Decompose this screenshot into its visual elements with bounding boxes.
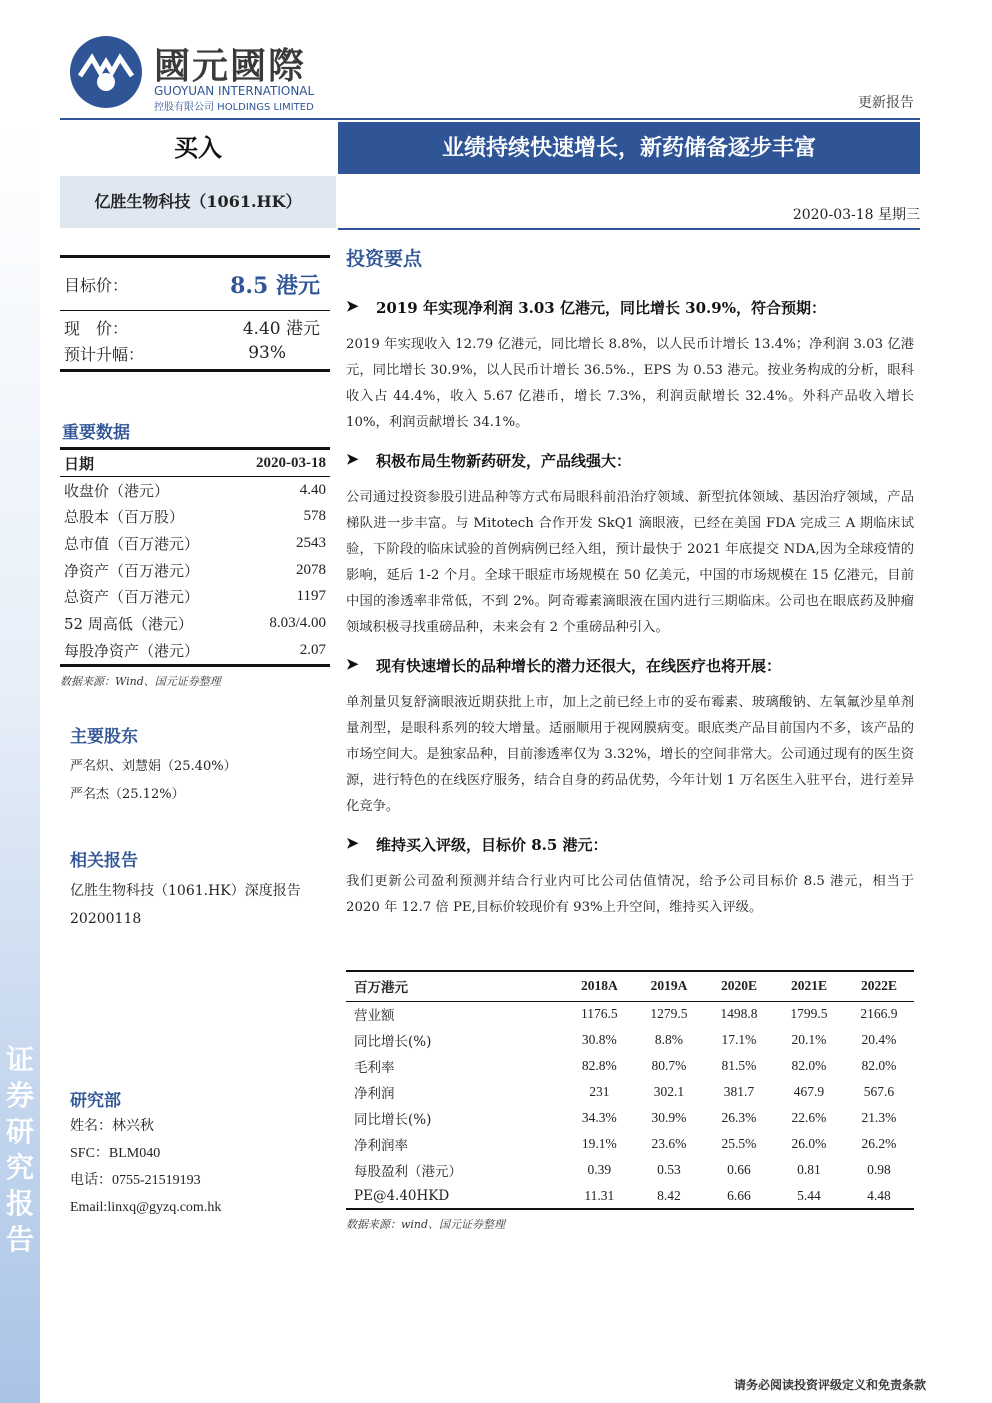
investment-highlights (346, 244, 914, 921)
table-row (346, 1105, 914, 1131)
table-header-cell: 2018A (565, 971, 634, 1001)
key-data-block (60, 418, 330, 689)
related-report-date: 20200118 (70, 911, 142, 927)
table-header-cell: 2022E (844, 971, 914, 1001)
report-headline: 业绩持续快速增长，新药储备逐步丰富 (338, 122, 920, 174)
table-cell: 4.48 (844, 1183, 914, 1209)
highlight-paragraph: 公司通过投资参股引进品种等方式布局眼科前沿治疗领域、新型抗体领域、基因治疗领域，产品梯队进一步丰富。与 Mitotech 合作开发 SkQ1 滴眼液，已经在美国 FDA 完成三 A 期临床试验，下阶段的临床试验的首例病例已经入组，预计最快于 2021 年底提交 NDA,因为全球疫情的影响，延后 1-2 个月。全球干眼症市场规模在 50 亿美元，中国的市场规模在 15 亿港元，目前中国的渗透率非常低，不到 2%。阿奇霉素滴眼液在国内进行三期临床。公司也在眼底药及肿瘤领域积极寻找重磅品种，未来会有 2 个重磅品种引入。 (346, 490, 914, 635)
table-row (60, 637, 330, 664)
table-cell: 22.6% (791, 1110, 827, 1125)
table-cell: 6.66 (704, 1183, 774, 1209)
analyst-info (60, 1113, 330, 1221)
highlight-heading: 现有快速增长的品种增长的潜力还很大，在线医疗也将开展： (376, 657, 782, 675)
table-cell: 0.53 (657, 1162, 681, 1177)
table-cell: 20.4% (861, 1032, 897, 1047)
table-cell: 8.8% (654, 1032, 684, 1047)
table-cell: 收盘价（港元） (64, 481, 170, 500)
highlight-bullet (346, 297, 914, 318)
shareholders-title: 主要股东 (70, 727, 138, 747)
table-row (346, 1053, 914, 1079)
table-header-cell: 2020E (704, 971, 774, 1001)
table-cell: 567.6 (863, 1084, 895, 1099)
highlight-heading: 维持买入评级，目标价 8.5 港元： (376, 836, 608, 854)
table-row (60, 530, 330, 557)
table-header-row (346, 971, 914, 1001)
key-data-title: 重要数据 (62, 423, 130, 443)
date-divider (338, 228, 920, 230)
highlight-heading: 积极布局生物新药研发，产品线强大： (376, 452, 632, 470)
table-cell: 1197 (296, 588, 326, 605)
list-item: 严名杰（25.12%） (70, 787, 185, 802)
table-cell: 2166.9 (860, 1006, 898, 1022)
table-cell: 2.07 (299, 641, 326, 658)
highlight-bullet (346, 450, 914, 471)
highlight-paragraph: 单剂量贝复舒滴眼液近期获批上市，加上之前已经上市的妥布霉素、玻璃酸钠、左氧氟沙星单剂量剂型，是眼科系列的较大增量。适丽顺用于视网膜病变。眼底类产品目前国内不多，该产品的市场空间大。是独家品种，目前渗透率仅为 3.32%，增长的空间非常大。公司通过现有的医生资源，进行特色的在线医疗服务，结合自身的药品优势，今年计划 1 万名医生入驻平台，进行差异化竞争。 (346, 695, 914, 814)
highlight-bullet (346, 834, 914, 855)
table-row (346, 1157, 914, 1183)
table-row (346, 1131, 914, 1157)
header-divider (60, 118, 920, 120)
table-cell: 0.66 (727, 1162, 751, 1177)
upside-label: 预计升幅： (64, 344, 145, 364)
source-note: 数据来源：Wind、国元证券整理 (60, 674, 221, 688)
research-title: 研究部 (70, 1091, 121, 1111)
table-cell: 8.42 (634, 1183, 704, 1209)
table-row (346, 1001, 914, 1027)
table-cell: 同比增长(%) (354, 1034, 432, 1050)
side-char: 告 (5, 1223, 34, 1256)
divider (60, 664, 330, 667)
price-block (60, 255, 330, 372)
table-row (346, 1183, 914, 1209)
table-cell: 81.5% (721, 1058, 757, 1073)
current-price-value: 4.40 港元 (242, 319, 320, 339)
table-cell: 302.1 (653, 1084, 685, 1099)
table-cell: 26.0% (791, 1136, 827, 1151)
arrow-bullet-icon: ➤ (346, 834, 359, 852)
table-cell: 净利润率 (354, 1138, 408, 1154)
table-cell: 总股本（百万股） (64, 508, 185, 527)
related-reports-title: 相关报告 (70, 851, 138, 871)
table-cell: 总资产（百万港元） (64, 588, 200, 607)
table-row (60, 557, 330, 584)
table-cell: 381.7 (723, 1084, 755, 1099)
side-char: 研 (5, 1115, 34, 1148)
target-price-value: 8.5 港元 (230, 272, 320, 299)
side-char: 报 (5, 1187, 34, 1220)
table-cell: PE@4.40HKD (346, 1183, 565, 1209)
table-header-cell: 百万港元 (346, 971, 565, 1001)
table-header-cell: 2021E (774, 971, 844, 1001)
table-cell: 1176.5 (581, 1006, 618, 1022)
table-cell: 30.9% (651, 1110, 687, 1125)
key-data-table (60, 450, 330, 664)
analyst-sfc: SFC：BLM040 (70, 1146, 161, 1161)
table-cell: 1799.5 (790, 1006, 828, 1022)
table-cell: 30.8% (581, 1032, 617, 1047)
table-cell: 578 (303, 508, 326, 525)
table-row (346, 1027, 914, 1053)
table-cell: 26.3% (721, 1110, 757, 1125)
table-cell: 毛利率 (354, 1060, 395, 1076)
table-cell: 34.3% (581, 1110, 617, 1125)
table-header-cell: 2019A (634, 971, 704, 1001)
table-cell: 0.98 (867, 1162, 891, 1177)
table-cell: 21.3% (861, 1110, 897, 1125)
disclaimer-footer[interactable]: 请务必阅读投资评级定义和免责条款 (733, 1378, 926, 1392)
table-row (60, 477, 330, 504)
logo-english: GUOYUAN INTERNATIONAL (154, 84, 315, 98)
report-type: 更新报告 (858, 95, 914, 111)
table-cell: 1498.8 (720, 1006, 758, 1022)
report-date: 2020-03-18 星期三 (792, 207, 920, 223)
table-cell: 80.7% (651, 1058, 687, 1073)
logo-name: 國元國際 (154, 46, 307, 87)
table-cell: 2020-03-18 (235, 450, 330, 477)
table-cell: 2078 (296, 561, 326, 578)
table-cell: 1279.5 (650, 1006, 688, 1022)
side-label (4, 1042, 36, 1258)
table-cell: 0.81 (797, 1162, 821, 1177)
shareholder-list (60, 753, 330, 809)
table-cell: 20.1% (791, 1032, 827, 1047)
table-cell: 日期 (60, 450, 235, 477)
current-price-label: 现 价： (64, 319, 129, 338)
table-cell: 26.2% (861, 1136, 897, 1151)
related-reports-block (60, 846, 330, 933)
table-cell: 82.0% (861, 1058, 897, 1073)
arrow-bullet-icon: ➤ (346, 655, 359, 673)
table-cell: 总市值（百万港元） (64, 534, 200, 553)
table-cell: 0.39 (587, 1162, 612, 1177)
side-char: 证 (5, 1043, 34, 1076)
research-block (60, 1086, 330, 1221)
highlight-heading: 2019 年实现净利润 3.03 亿港元，同比增长 30.9%，符合预期： (376, 299, 826, 317)
logo-emblem-icon (70, 36, 142, 108)
table-cell: 每股盈利（港元） (354, 1164, 462, 1180)
target-price-label: 目标价： (64, 275, 129, 295)
side-char: 究 (5, 1151, 34, 1184)
table-cell: 2543 (296, 534, 326, 551)
table-row (60, 610, 330, 637)
table-cell: 净资产（百万港元） (64, 561, 200, 580)
highlights-title: 投资要点 (346, 248, 423, 270)
related-report-name: 亿胜生物科技（1061.HK）深度报告 (70, 883, 301, 899)
table-cell: 5.44 (774, 1183, 844, 1209)
current-price-row (60, 311, 330, 339)
table-cell: 23.6% (651, 1136, 687, 1151)
table-cell: 231 (589, 1084, 610, 1099)
table-cell: 82.0% (791, 1058, 827, 1073)
highlight-paragraph: 2019 年实现收入 12.79 亿港元，同比增长 8.8%，以人民币计增长 13.4%；净利润 3.03 亿港元，同比增长 30.9%，以人民币计增长 36.5%.，EPS 为 0.53 港元。按业务构成的分析，眼科收入占 44.4%，收入 5.67 亿港币，增长 7.3%，利润贡献增长 32.4%。外科产品收入增长 10%，利润贡献增长 34.1%。 (346, 337, 914, 430)
analyst-email[interactable]: Email:linxq@gyzq.com.hk (70, 1200, 222, 1215)
table-row (346, 1079, 914, 1105)
highlight-bullet (346, 655, 914, 676)
financial-forecast-table (346, 970, 914, 1210)
company-logo (70, 36, 330, 116)
financial-forecast-block (346, 970, 914, 1232)
target-price-row (60, 258, 330, 310)
side-char: 券 (5, 1079, 34, 1112)
table-cell: 净利润 (354, 1086, 395, 1102)
table-cell: 17.1% (721, 1032, 757, 1047)
divider (60, 369, 330, 372)
related-report-item[interactable] (60, 877, 330, 933)
shareholders-block (60, 722, 330, 809)
rating-label: 买入 (60, 122, 336, 174)
highlight-paragraph: 我们更新公司盈利预测并结合行业内可比公司估值情况，给予公司目标价 8.5 港元，相当于 2020 年 12.7 倍 PE,目标价较现价有 93%上升空间，维持买入评级。 (346, 874, 914, 915)
table-cell: 8.03/4.00 (269, 614, 326, 631)
table-cell: 82.8% (581, 1058, 617, 1073)
table-row (60, 503, 330, 530)
table-cell: 25.5% (721, 1136, 757, 1151)
logo-english-sub: 控股有限公司 HOLDINGS LIMITED (154, 102, 314, 113)
table-cell: 每股净资产（港元） (64, 641, 200, 660)
arrow-bullet-icon: ➤ (346, 450, 359, 468)
table-cell: 同比增长(%) (354, 1112, 432, 1128)
table-row (60, 583, 330, 610)
upside-value: 93% (248, 343, 286, 363)
table-cell: 营业额 (354, 1008, 395, 1025)
table-cell: 11.31 (565, 1183, 634, 1209)
analyst-phone: 电话：0755-21519193 (70, 1173, 201, 1188)
table-header-row (60, 450, 330, 477)
analyst-name: 姓名：林兴秋 (70, 1119, 154, 1134)
list-item: 严名炽、刘慧娟（25.40%） (70, 759, 237, 774)
source-note: 数据来源：wind、国元证券整理 (346, 1218, 506, 1231)
table-cell: 52 周高低（港元） (64, 614, 193, 633)
table-cell: 19.1% (581, 1136, 617, 1151)
arrow-bullet-icon: ➤ (346, 297, 359, 315)
table-cell: 467.9 (793, 1084, 825, 1099)
upside-row (60, 339, 330, 367)
table-cell: 4.40 (299, 481, 326, 498)
stock-name: 亿胜生物科技（1061.HK） (60, 176, 336, 228)
